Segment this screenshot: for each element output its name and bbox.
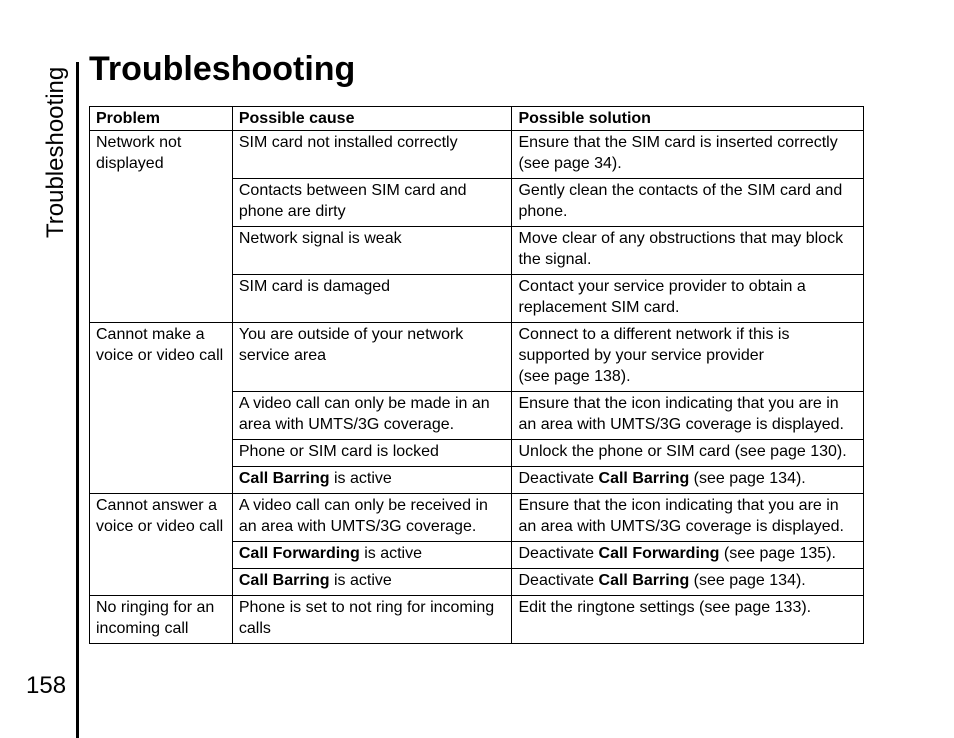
solution-cell	[512, 323, 864, 392]
table-row	[90, 596, 864, 644]
solution-text: (see page 134).	[689, 572, 806, 589]
solution-cell	[512, 569, 864, 596]
solution-cell: Ensure that the icon indicating that you are in an area with UMTS/3G coverage is displayed.	[512, 392, 864, 440]
solution-line: Connect to a different network if this is supported by your service provider	[518, 326, 790, 364]
solution-text: Deactivate	[518, 545, 599, 562]
table-header-row	[90, 107, 864, 131]
cause-cell: Network signal is weak	[232, 227, 512, 275]
table-row	[90, 494, 864, 542]
cause-cell: Phone or SIM card is locked	[232, 440, 512, 467]
solution-text: Deactivate	[518, 572, 599, 589]
solution-text: (see page 135).	[719, 545, 836, 562]
cause-cell: Phone is set to not ring for incoming calls	[232, 596, 512, 644]
solution-cell: Ensure that the icon indicating that you are in an area with UMTS/3G coverage is displayed.	[512, 494, 864, 542]
cause-cell	[232, 569, 512, 596]
table-row	[90, 323, 864, 392]
problem-cell: No ringing for an incoming call	[90, 596, 233, 644]
feature-name: Call Barring	[598, 470, 690, 487]
feature-name: Call Forwarding	[598, 545, 720, 562]
cause-cell: SIM card not installed correctly	[232, 131, 512, 179]
feature-name: Call Barring	[238, 572, 330, 589]
cause-text: is active	[329, 572, 392, 589]
page-number: 158	[26, 672, 67, 699]
page-title: Troubleshooting	[89, 50, 356, 88]
cause-cell: SIM card is damaged	[232, 275, 512, 323]
table-row	[90, 131, 864, 179]
cause-cell	[232, 542, 512, 569]
cause-cell: A video call can only be received in an area with UMTS/3G coverage.	[232, 494, 512, 542]
solution-cell	[512, 467, 864, 494]
solution-cell: Move clear of any obstructions that may block the signal.	[512, 227, 864, 275]
solution-cell: Ensure that the SIM card is inserted correctly (see page 34).	[512, 131, 864, 179]
header-possible-solution: Possible solution	[512, 107, 864, 131]
problem-cell: Network not displayed	[90, 131, 233, 323]
feature-name: Call Forwarding	[238, 545, 360, 562]
header-possible-cause: Possible cause	[232, 107, 512, 131]
solution-cell	[512, 542, 864, 569]
solution-cell: Gently clean the contacts of the SIM card and phone.	[512, 179, 864, 227]
cause-cell: A video call can only be made in an area with UMTS/3G coverage.	[232, 392, 512, 440]
cause-cell	[232, 467, 512, 494]
cause-cell: Contacts between SIM card and phone are dirty	[232, 179, 512, 227]
feature-name: Call Barring	[598, 572, 690, 589]
header-problem: Problem	[90, 107, 233, 131]
cause-text: is active	[329, 470, 392, 487]
solution-cell: Unlock the phone or SIM card (see page 130).	[512, 440, 864, 467]
solution-cell: Contact your service provider to obtain a replacement SIM card.	[512, 275, 864, 323]
problem-cell: Cannot make a voice or video call	[90, 323, 233, 494]
problem-cell: Cannot answer a voice or video call	[90, 494, 233, 596]
solution-text: (see page 134).	[689, 470, 806, 487]
cause-cell: You are outside of your network service area	[232, 323, 512, 392]
side-rule	[76, 62, 79, 738]
solution-line: (see page 138).	[518, 368, 631, 385]
solution-text: Deactivate	[518, 470, 599, 487]
feature-name: Call Barring	[238, 470, 330, 487]
solution-cell: Edit the ringtone settings (see page 133).	[512, 596, 864, 644]
troubleshooting-table	[89, 106, 864, 644]
cause-text: is active	[359, 545, 423, 562]
